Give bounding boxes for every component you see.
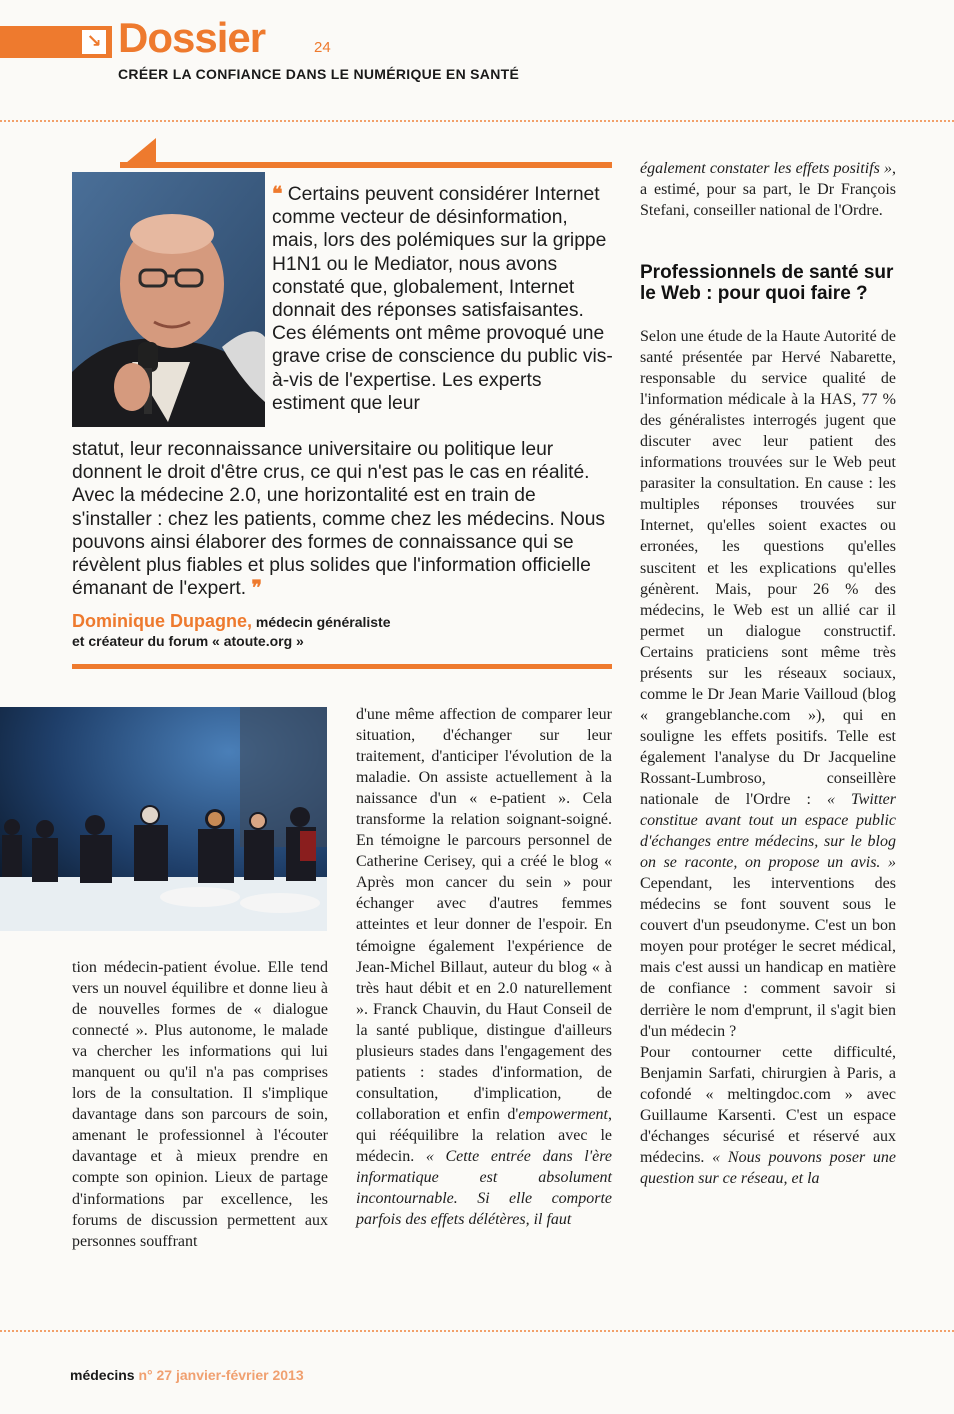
col3-meltingdoc-quote: « Nous pouvons poser une question sur ce réseau, et la (640, 1148, 897, 1187)
col3-p2-text: Cependant, les interventions des médecins se font souvent sous le couvert d'un pseudonyme. C'est un bon moyen pour protéger le secret médical, mais c'est aussi un handicap en matière de confiance : comment savoir si derrière le nom d'emprunt, il s'agit bien d'un médecin ? (640, 875, 896, 1040)
quote-author (72, 612, 617, 651)
dossier-subtitle: CRÉER LA CONFIANCE DANS LE NUMÉRIQUE EN SANTÉ (118, 66, 520, 82)
col3-twitter-quote: « Twitter constitue avant tout un espace public d'échanges entre médecins, sur le blog on se raconte, on propose un avis. » (640, 791, 897, 872)
col2-term: empowerment (518, 1105, 608, 1123)
col2-body: d'une même affection de comparer leur situation, d'échanger sur leur traitement, d'anticiper l'évolution de la maladie. On assiste actuellement à la naissance d'un « e-patient ». Cela transforme la relation soignant-soigné. En témoigne le parcours personnel de Catherine Cerisey, qui a créé le blog « Après mon cancer du sein » pour échanger avec d'autres femmes atteintes et leur donner de l'espoir. En témoigne également l'expérience de Jean-Michel Billaut, auteur du blog « à très haut débit et en 2.0 naturellement ». Franck Chauvin, du Haut Conseil de la santé publique, distingue d'ailleurs plusieurs stades dans l'engagement des patients : stades d'information, de consultation, d'implication, de collaboration et enfin d' (356, 706, 612, 1123)
article-column-3-body (640, 326, 896, 1189)
quote-text-part-1 (272, 183, 614, 415)
section-title: Dossier (118, 14, 266, 61)
quote-second-text: statut, leur reconnaissance universitaire ou politique leur donnent le droit d'être crus, ce qui n'est pas le cas en réalité. Avec la médecine 2.0, une horizontalité est en train de s'installer : chez les patients, comme chez les médecins. Nous pouvons ainsi élaborer des formes de connaissance qui se révèlent plus fiables et plus solides que l'information officielle émanant de l'expert. (72, 439, 606, 600)
portrait-photo (72, 172, 265, 427)
col3-paragraph-1 (640, 326, 896, 1042)
quote-text-part-2 (72, 438, 617, 600)
article-column-3-top (640, 158, 896, 221)
author-name: Dominique Dupagne, (72, 611, 252, 631)
page-number: 24 (314, 39, 331, 56)
footer-divider (0, 1330, 954, 1332)
col3-paragraph-2 (640, 1042, 896, 1189)
section-heading: Professionnels de santé sur le Web : pour quoi faire ? (640, 262, 894, 304)
quote-first-text: Certains peuvent considérer Internet comme vecteur de désinformation, mais, lors des polémiques sur la grippe H1N1 ou le Mediator, nous avons constaté que, globalement, Internet donnait des réponses satisfaisantes. Ces éléments ont même provoqué une grave crise de conscience du public vis-à-vis de l'expertise. Les experts estiment que leur (272, 184, 613, 414)
magazine-name: médecins (70, 1367, 135, 1383)
col2-after: , qui rééquilibre la relation avec le médecin. (356, 1105, 612, 1165)
issue-info: n° 27 janvier-février 2013 (138, 1367, 304, 1383)
arrow-down-right-icon: ↘ (82, 30, 106, 54)
article-column-1: tion médecin-patient évolue. Elle tend vers un nouvel équilibre et donne lieu à de nouvelles formes de « dialogue connecté ». Plus autonome, le malade va chercher les informations qui lui manquent ou qu'il n'a pas comprises lors de la consultation. Il s'implique davantage dans son parcours de soin, amenant le professionnel à l'écouter davantage et à mieux prendre en compte son opinion. Lieux de partage d'informations par excellence, les forums de discussion permettent aux personnes souffrant (72, 959, 328, 1250)
col3-p1-text: Selon une étude de la Haute Autorité de santé présentée par Hervé Nabarette, responsable du service qualité de l'information médicale à la HAS, 77 % des généralistes interrogés jugent que discuter avec leur patient des informations trouvées sur le Web peut parasiter la consultation. En cause : les multiples réponses trouvées sur Internet, qu'elles soient exactes ou erronées, les questions qu'elles suscitent et les explications qu'elles génèrent. Mais, pour 26 % des médecins, le Web est un allié car il permet un dialogue constructif. Certains praticiens sont même très présents sur les réseaux sociaux, comme le Dr Jean Marie Vailloud (blog « grangeblanche.com »), qui en souligne les effets positifs. Telle est également l'analyse du Dr Jacqueline Rossant-Lumbroso, conseillère nationale de l'Ordre : (640, 328, 896, 809)
header-divider (0, 120, 954, 122)
conference-photo (0, 707, 327, 931)
quote-top-rule (120, 162, 612, 168)
quote-bottom-rule (72, 664, 612, 669)
author-role: médecin généraliste (255, 614, 391, 630)
col3-quote-continued: également constater les effets positifs » (640, 160, 892, 177)
footer (70, 1366, 304, 1384)
col3-attribution: , a estimé, pour sa part, le Dr François Stefani, conseiller national de l'Ordre. (640, 160, 896, 220)
col3-p3-text: Pour contourner cette difficulté, Benjamin Sarfati, chirurgien à Paris, a cofondé « meltingdoc.com » avec Guillaume Karsenti. C'est un espace d'échanges sécurisé et réservé aux médecins. (640, 1043, 896, 1166)
open-quote-mark: ❝ (272, 184, 283, 205)
close-quote-mark: ❞ (251, 578, 262, 600)
col2-quote: « Cette entrée dans l'ère informatique est absolument incontournable. Si elle comporte parfois des effets délétères, il faut (356, 1147, 612, 1229)
quote-corner-tab (120, 138, 156, 168)
author-description: et créateur du forum « atoute.org » (72, 633, 304, 649)
article-column-2 (356, 704, 612, 1230)
